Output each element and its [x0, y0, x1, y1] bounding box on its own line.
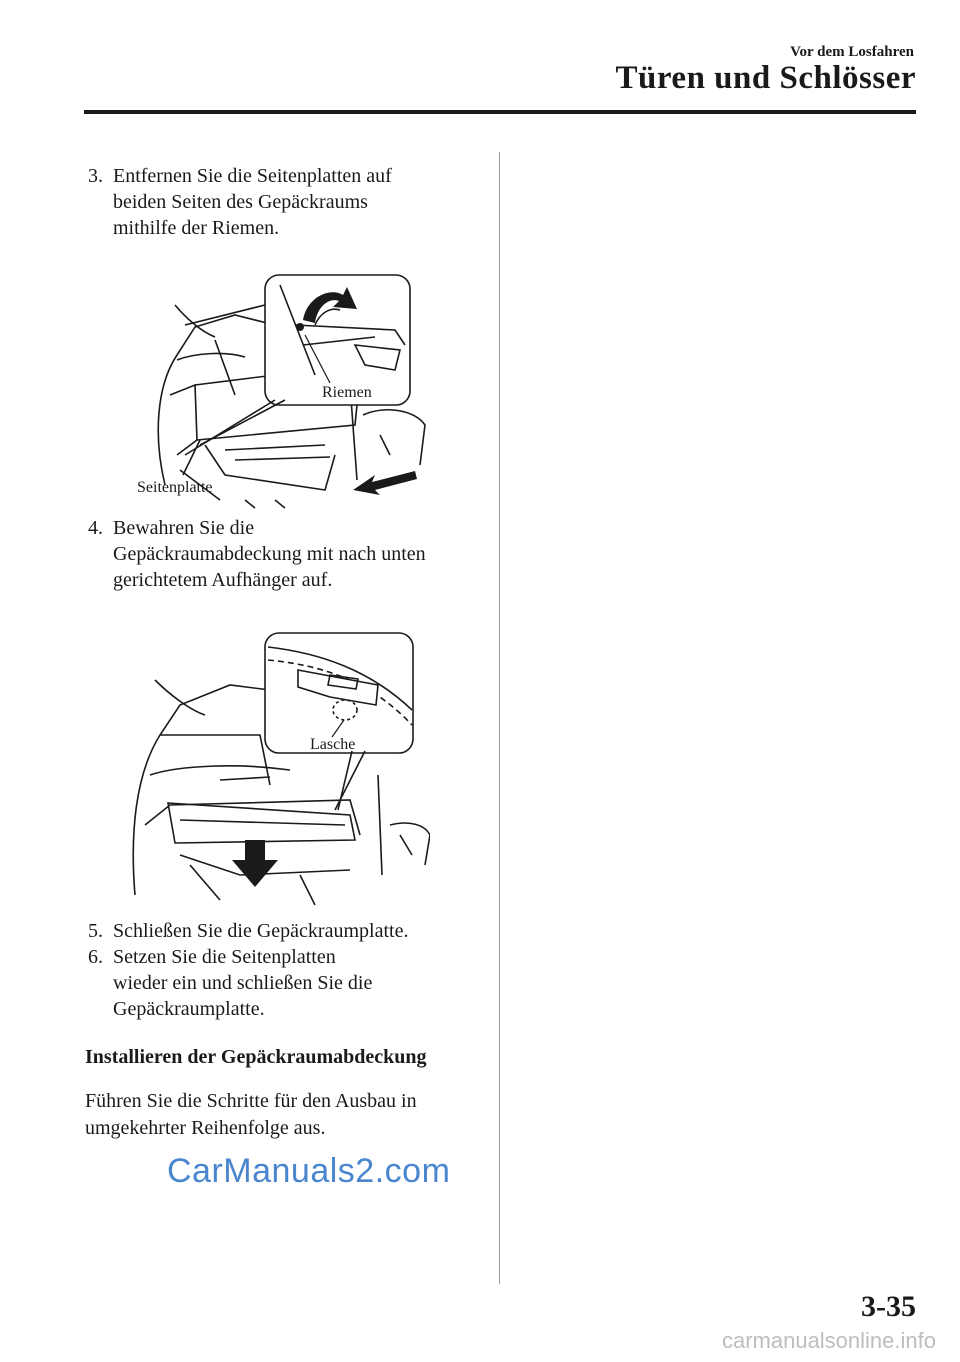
column-divider	[499, 152, 500, 1284]
section-body	[85, 1088, 485, 1142]
step-text	[113, 918, 483, 944]
step-number: 3.	[88, 165, 103, 187]
step-line: beiden Seiten des Gepäckraums	[113, 191, 368, 213]
section-heading: Installieren der Gepäckraumabdeckung	[85, 1046, 427, 1068]
figure-side-panel-removal	[125, 265, 465, 510]
page-number: 3-35	[861, 1290, 916, 1323]
step-text	[113, 163, 483, 241]
step-line: Setzen Sie die Seitenplatten	[113, 946, 336, 968]
figure-cover-storage	[120, 625, 430, 910]
footer-site-link[interactable]: carmanualsonline.info	[721, 1328, 936, 1353]
step-line: mithilfe der Riemen.	[113, 217, 280, 239]
pull-arrow-icon	[353, 471, 417, 495]
step-line: Bewahren Sie die	[113, 517, 255, 539]
callout-label-tab: Lasche	[310, 736, 356, 753]
step-number: 5.	[88, 920, 103, 942]
watermark: CarManuals2.com	[167, 1152, 451, 1190]
page-title: Türen und Schlösser	[615, 60, 916, 96]
callout-label-strap: Riemen	[322, 384, 372, 401]
step-line: gerichtetem Aufhänger auf.	[113, 569, 333, 591]
body-line: umgekehrter Reihenfolge aus.	[85, 1117, 326, 1139]
step-line: Gepäckraumabdeckung mit nach unten	[113, 543, 426, 565]
step-line: Schließen Sie die Gepäckraumplatte.	[113, 920, 409, 942]
down-arrow-icon	[232, 840, 278, 887]
section-label: Vor dem Losfahren	[790, 44, 914, 60]
step-line: Gepäckraumplatte.	[113, 998, 265, 1020]
step-text	[113, 944, 483, 1022]
step-number: 6.	[88, 946, 103, 968]
body-line: Führen Sie die Schritte für den Ausbau in	[85, 1090, 417, 1112]
label-side-panel: Seitenplatte	[137, 479, 213, 496]
step-text	[113, 515, 483, 593]
step-line: Entfernen Sie die Seitenplatten auf	[113, 165, 392, 187]
step-line: wieder ein und schließen Sie die	[113, 972, 373, 994]
step-number: 4.	[88, 517, 103, 539]
header-rule	[84, 110, 916, 114]
